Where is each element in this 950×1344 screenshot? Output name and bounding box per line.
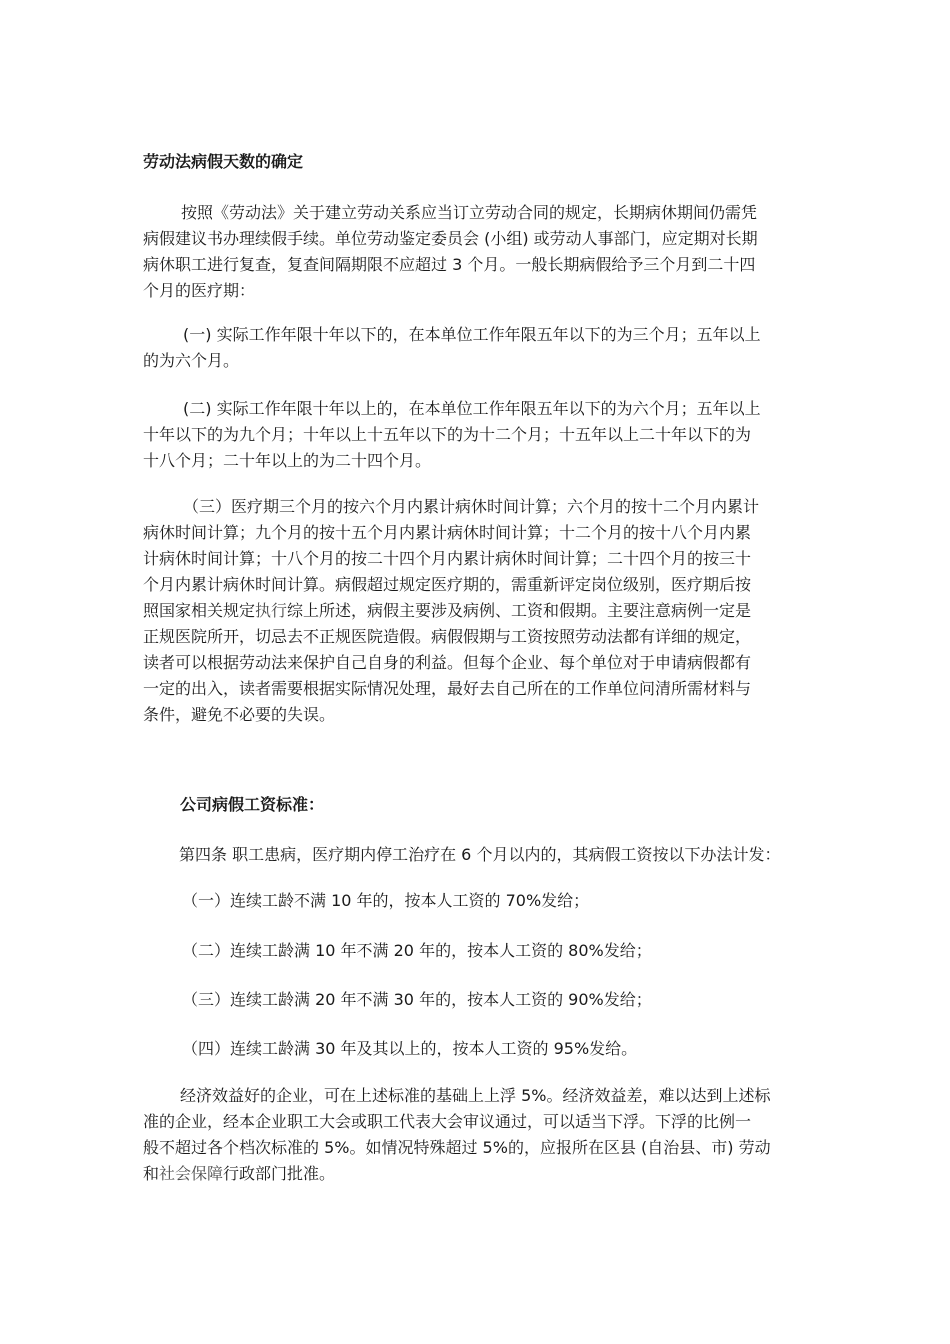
closing-line-text: 和 (143, 1164, 160, 1183)
section-title-sick-leave-days: 劳动法病假天数的确定 (143, 152, 304, 171)
social-security-link[interactable]: 社会保障 (159, 1164, 224, 1183)
item3-line: 条件，避免不必要的失误。 (143, 705, 336, 724)
pay-item: （四）连续工龄满 30 年及其以上的，按本人工资的 95%发给。 (182, 1039, 638, 1058)
item1-line: (一) 实际工作年限十年以下的，在本单位工作年限五年以下的为三个月；五年以上 (183, 325, 761, 344)
intro-line: 病假建议书办理续假手续。单位劳动鉴定委员会 (小组) 或劳动人事部门，应定期对长期 (143, 229, 758, 248)
pay-item: （一）连续工龄不满 10 年的，按本人工资的 70%发给； (182, 891, 590, 910)
item3-line: 读者可以根据劳动法来保护自己自身的利益。但每个企业、每个单位对于申请病假都有 (143, 653, 752, 672)
item2-line: 十年以下的为九个月；十年以上十五年以下的为十二个月；十五年以上二十年以下的为 (143, 425, 752, 444)
item2-line: (二) 实际工作年限十年以上的，在本单位工作年限五年以下的为六个月；五年以上 (183, 399, 761, 418)
item1-line: 的为六个月。 (143, 351, 240, 370)
item3-line: （三）医疗期三个月的按六个月内累计病休时间计算；六个月的按十二个月内累计 (183, 497, 760, 516)
closing-line (143, 1161, 335, 1187)
item3-line: 一定的出入，读者需要根据实际情况处理，最好去自己所在的工作单位问清所需材料与 (143, 679, 752, 698)
item3-line: 正规医院所开，切忌去不正规医院造假。病假假期与工资按照劳动法都有详细的规定， (143, 627, 752, 646)
item3-line-text: 照国家相关规定 (143, 601, 256, 620)
section-title-sick-pay-standard: 公司病假工资标准： (180, 795, 325, 814)
closing-line: 经济效益好的企业，可在上述标准的基础上上浮 5%。经济效益差，难以达到上述标 (180, 1086, 771, 1105)
pay-item: （三）连续工龄满 20 年不满 30 年的，按本人工资的 90%发给； (182, 990, 652, 1009)
closing-line: 般不超过各个档次标准的 5%。如情况特殊超过 5%的，应报所在区县 (自治县、市) 劳动 (143, 1138, 771, 1157)
closing-line-text: 行政部门批准。 (223, 1164, 336, 1183)
item3-line: 个月内累计病休时间计算。病假超过规定医疗期的，需重新评定岗位级别，医疗期后按 (143, 575, 752, 594)
item2-line: 十八个月；二十年以上的为二十四个月。 (143, 451, 432, 470)
item3-line: 病休时间计算；九个月的按十五个月内累计病休时间计算；十二个月的按十八个月内累 (143, 523, 752, 542)
article-four: 第四条 职工患病，医疗期内停工治疗在 6 个月以内的，其病假工资按以下办法计发： (179, 845, 781, 864)
pay-item: （二）连续工龄满 10 年不满 20 年的，按本人工资的 80%发给； (182, 941, 652, 960)
item3-line: 计病休时间计算；十八个月的按二十四个月内累计病休时间计算；二十四个月的按三十 (143, 549, 752, 568)
item3-line (143, 598, 751, 624)
intro-line: 按照《劳动法》关于建立劳动关系应当订立劳动合同的规定，长期病休期间仍需凭 (181, 203, 758, 222)
closing-line: 准的企业，经本企业职工大会或职工代表大会审议通过，可以适当下浮。下浮的比例一 (143, 1112, 752, 1131)
intro-line: 病休职工进行复查，复查间隔期限不应超过 3 个月。一般长期病假给予三个月到二十四 (143, 255, 756, 274)
execute-link[interactable]: 执行 (255, 601, 288, 620)
intro-line: 个月的医疗期： (143, 281, 256, 300)
item3-line-text: 综上所述，病假主要涉及病例、工资和假期。主要注意病例一定是 (287, 601, 752, 620)
